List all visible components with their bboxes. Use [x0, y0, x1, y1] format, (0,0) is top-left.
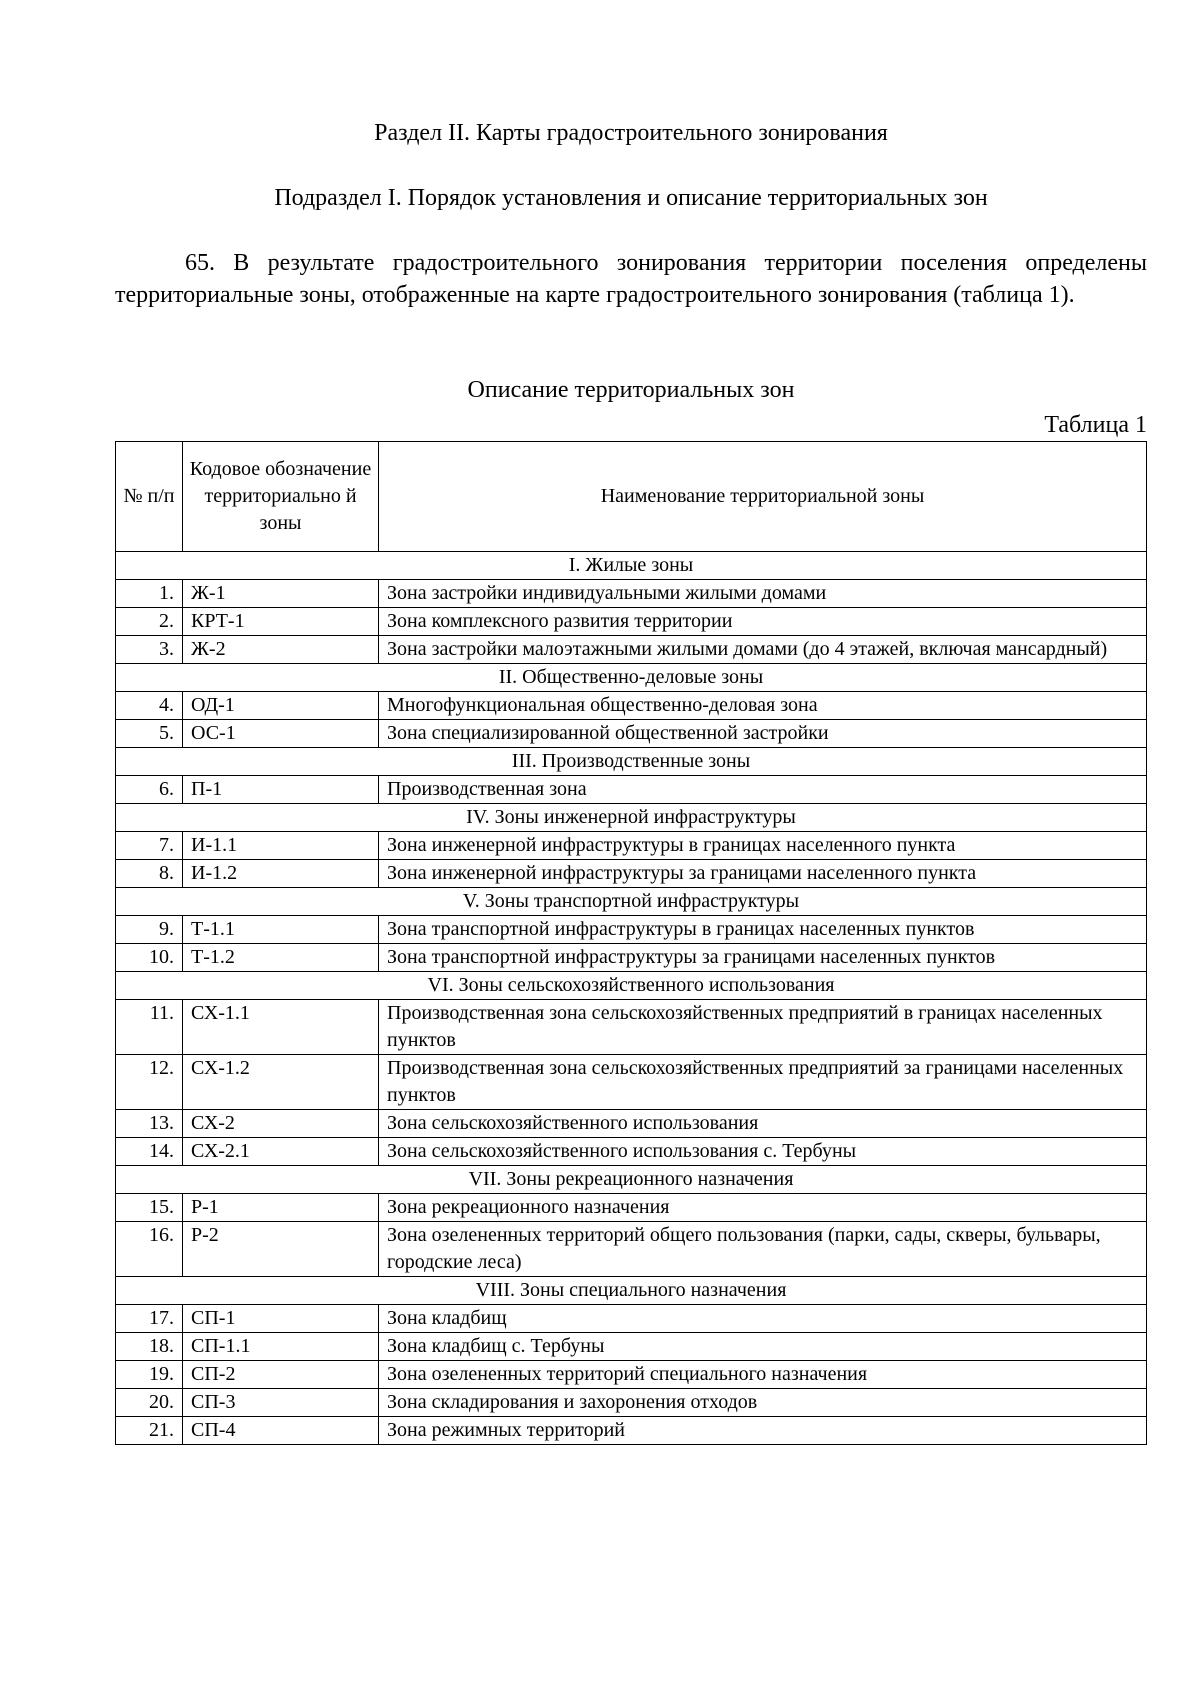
group-title: IV. Зоны инженерной инфраструктуры: [116, 804, 1147, 832]
row-number: 11.: [116, 1000, 183, 1055]
group-title: VIII. Зоны специального назначения: [116, 1277, 1147, 1305]
group-row: [116, 1277, 1147, 1305]
row-number: 12.: [116, 1055, 183, 1110]
zone-code: Т-1.2: [183, 944, 379, 972]
group-title: V. Зоны транспортной инфраструктуры: [116, 888, 1147, 916]
group-row: [116, 748, 1147, 776]
table-row: [116, 1138, 1147, 1166]
row-number: 3.: [116, 636, 183, 664]
row-number: 21.: [116, 1417, 183, 1445]
header-code: Кодовое обозначение территориально й зоны: [183, 442, 379, 552]
zone-code: СХ-2.1: [183, 1138, 379, 1166]
zone-name: Зона инженерной инфраструктуры за границами населенного пункта: [379, 860, 1147, 888]
group-row: [116, 804, 1147, 832]
zone-name: Зона транспортной инфраструктуры в границах населенных пунктов: [379, 916, 1147, 944]
zone-code: Ж-1: [183, 580, 379, 608]
zone-name: Зона складирования и захоронения отходов: [379, 1389, 1147, 1417]
zone-name: Зона застройки индивидуальными жилыми домами: [379, 580, 1147, 608]
group-title: III. Производственные зоны: [116, 748, 1147, 776]
group-row: [116, 552, 1147, 580]
row-number: 19.: [116, 1361, 183, 1389]
zone-name: Зона транспортной инфраструктуры за границами населенных пунктов: [379, 944, 1147, 972]
zone-code: СП-4: [183, 1417, 379, 1445]
zone-code: КРТ-1: [183, 608, 379, 636]
zone-code: Р-1: [183, 1194, 379, 1222]
zone-code: СХ-2: [183, 1110, 379, 1138]
zone-name: Зона озелененных территорий общего пользования (парки, сады, скверы, бульвары, городские леса): [379, 1222, 1147, 1277]
zone-name: Зона озелененных территорий специального назначения: [379, 1361, 1147, 1389]
zones-table-body: [116, 552, 1147, 1445]
zone-code: СХ-1.1: [183, 1000, 379, 1055]
zone-name: Зона кладбищ с. Тербуны: [379, 1333, 1147, 1361]
group-title: I. Жилые зоны: [116, 552, 1147, 580]
zone-code: СП-3: [183, 1389, 379, 1417]
zone-code: СП-1.1: [183, 1333, 379, 1361]
subsection-title: Подраздел I. Порядок установления и описание территориальных зон: [274, 185, 988, 211]
row-number: 6.: [116, 776, 183, 804]
row-number: 1.: [116, 580, 183, 608]
table-row: [116, 1000, 1147, 1055]
table-row: [116, 944, 1147, 972]
zone-code: И-1.1: [183, 832, 379, 860]
table-caption: Описание территориальных зон: [467, 377, 795, 403]
section-title: Раздел II. Карты градостроительного зонирования: [374, 120, 888, 146]
zone-name: Зона комплексного развития территории: [379, 608, 1147, 636]
table-header-row: [116, 442, 1147, 552]
zone-code: ОС-1: [183, 720, 379, 748]
group-title: II. Общественно-деловые зоны: [116, 664, 1147, 692]
table-row: [116, 1333, 1147, 1361]
group-row: [116, 972, 1147, 1000]
table-row: [116, 1417, 1147, 1445]
table-row: [116, 1110, 1147, 1138]
table-row: [116, 776, 1147, 804]
row-number: 20.: [116, 1389, 183, 1417]
zone-name: Зона кладбищ: [379, 1305, 1147, 1333]
zone-name: Зона режимных территорий: [379, 1417, 1147, 1445]
table-row: [116, 860, 1147, 888]
table-row: [116, 1361, 1147, 1389]
row-number: 4.: [116, 692, 183, 720]
zone-code: СП-1: [183, 1305, 379, 1333]
table-row: [116, 1194, 1147, 1222]
zone-code: П-1: [183, 776, 379, 804]
table-row: [116, 636, 1147, 664]
header-num: № п/п: [116, 442, 183, 552]
table-row: [116, 608, 1147, 636]
table-row: [116, 1389, 1147, 1417]
zone-code: И-1.2: [183, 860, 379, 888]
group-row: [116, 664, 1147, 692]
table-row: [116, 1305, 1147, 1333]
row-number: 8.: [116, 860, 183, 888]
zone-code: ОД-1: [183, 692, 379, 720]
row-number: 7.: [116, 832, 183, 860]
table-number: Таблица 1: [1044, 412, 1147, 438]
table-row: [116, 580, 1147, 608]
table-row: [116, 916, 1147, 944]
group-title: VI. Зоны сельскохозяйственного использования: [116, 972, 1147, 1000]
table-row: [116, 720, 1147, 748]
zone-code: Т-1.1: [183, 916, 379, 944]
row-number: 5.: [116, 720, 183, 748]
zone-name: Зона сельскохозяйственного использования с. Тербуны: [379, 1138, 1147, 1166]
zone-name: Многофункциональная общественно-деловая зона: [379, 692, 1147, 720]
row-number: 16.: [116, 1222, 183, 1277]
group-row: [116, 1166, 1147, 1194]
group-title: VII. Зоны рекреационного назначения: [116, 1166, 1147, 1194]
row-number: 13.: [116, 1110, 183, 1138]
zone-name: Зона специализированной общественной застройки: [379, 720, 1147, 748]
zone-code: СХ-1.2: [183, 1055, 379, 1110]
intro-paragraph: 65. В результате градостроительного зонирования территории поселения определены территориальные зоны, отображенные на карте градостроительного зонирования (таблица 1).: [115, 250, 1147, 308]
table-row: [116, 1222, 1147, 1277]
zone-name: Производственная зона сельскохозяйственных предприятий в границах населенных пунктов: [379, 1000, 1147, 1055]
row-number: 2.: [116, 608, 183, 636]
row-number: 17.: [116, 1305, 183, 1333]
table-row: [116, 692, 1147, 720]
zone-name: Зона инженерной инфраструктуры в границах населенного пункта: [379, 832, 1147, 860]
zone-code: Р-2: [183, 1222, 379, 1277]
zone-code: СП-2: [183, 1361, 379, 1389]
row-number: 9.: [116, 916, 183, 944]
zone-name: Зона застройки малоэтажными жилыми домами (до 4 этажей, включая мансардный): [379, 636, 1147, 664]
zone-name: Зона рекреационного назначения: [379, 1194, 1147, 1222]
zone-name: Зона сельскохозяйственного использования: [379, 1110, 1147, 1138]
row-number: 18.: [116, 1333, 183, 1361]
header-name: Наименование территориальной зоны: [379, 442, 1147, 552]
row-number: 10.: [116, 944, 183, 972]
zone-code: Ж-2: [183, 636, 379, 664]
zone-name: Производственная зона: [379, 776, 1147, 804]
zones-table: [115, 441, 1147, 1445]
row-number: 15.: [116, 1194, 183, 1222]
group-row: [116, 888, 1147, 916]
table-row: [116, 832, 1147, 860]
table-row: [116, 1055, 1147, 1110]
row-number: 14.: [116, 1138, 183, 1166]
zone-name: Производственная зона сельскохозяйственных предприятий за границами населенных пунктов: [379, 1055, 1147, 1110]
